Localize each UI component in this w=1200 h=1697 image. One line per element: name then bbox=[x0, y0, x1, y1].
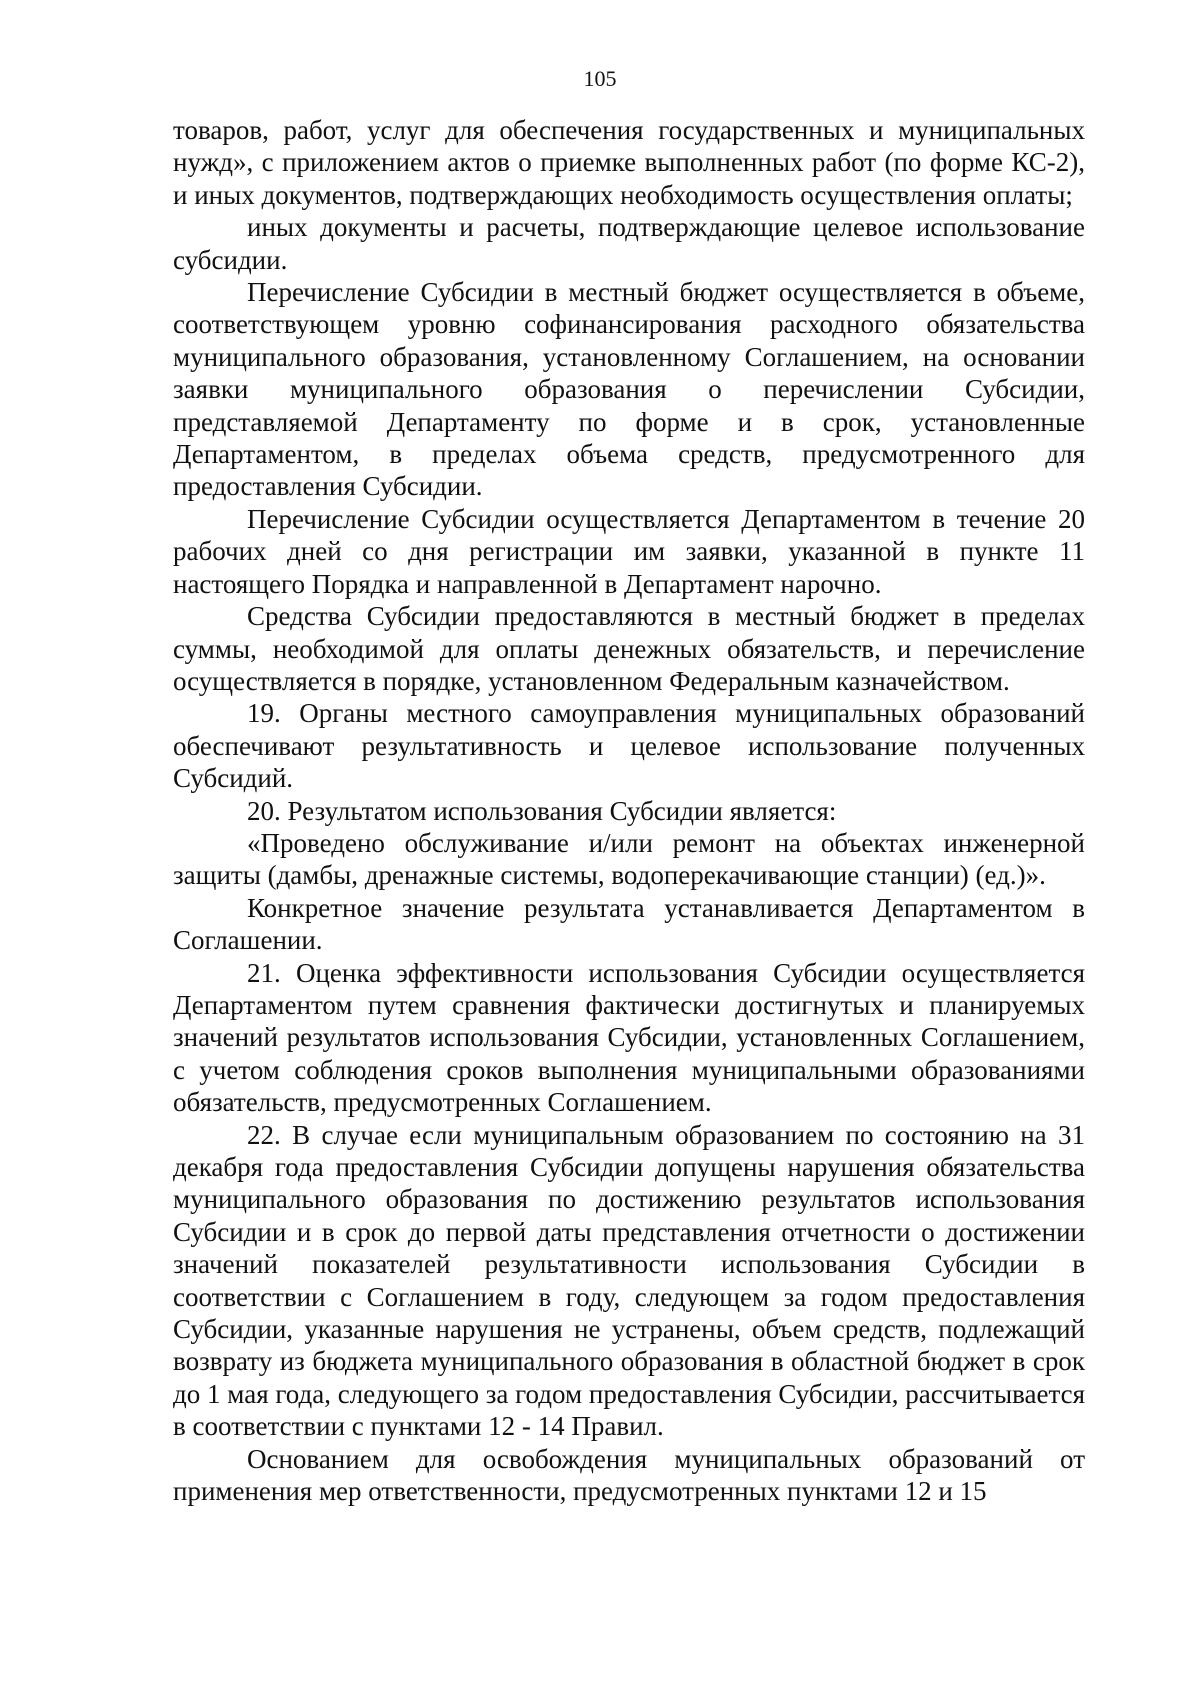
page-number: 105 bbox=[583, 66, 617, 91]
paragraph-subsidy-transfer-volume: Перечисление Субсидии в местный бюджет осуществляется в объеме, соответствующем уровню софинансирования расходного обязательства муниципального образования, установленному Соглашением, на основании заявки муниципального образования о перечислении Субсидии, представляемой Департаменту по форме и в срок, установленные Департаментом, в пределах объема средств, предусмотренного для предоставления Субсидии. bbox=[173, 277, 1085, 502]
paragraph-item-20: 20. Результатом использования Субсидии является: bbox=[247, 795, 837, 826]
paragraph-item-21: 21. Оценка эффективности использования Субсидии осуществляется Департаментом путем сравнения фактически достигнутых и планируемых значений результатов использования Субсидии, установленных Соглашением, с учетом соблюдения сроков выполнения муниципальными образованиями обязательств, предусмотренных Соглашением. bbox=[173, 957, 1085, 1118]
paragraph-result-value: Конкретное значение результата устанавливается Департаментом в Соглашении. bbox=[173, 892, 1085, 956]
paragraph-continuation: товаров, работ, услуг для обеспечения государственных и муниципальных нужд», с приложением актов о приемке выполненных работ (по форме КС-2), и иных документов, подтверждающих необходимость осуществления оплаты; bbox=[173, 115, 1085, 210]
paragraph-exemption-basis: Основанием для освобождения муниципальных образований от применения мер ответственности, предусмотренных пунктами 12 и 15 bbox=[173, 1443, 1085, 1507]
paragraph-other-documents: иных документы и расчеты, подтверждающие целевое использование субсидии. bbox=[173, 212, 1085, 275]
paragraph-subsidy-transfer-term: Перечисление Субсидии осуществляется Департаментом в течение 20 рабочих дней со дня регистрации им заявки, указанной в пункте 11 настоящего Порядка и направленной в Департамент нарочно. bbox=[173, 503, 1085, 599]
paragraph-item-22: 22. В случае если муниципальным образованием по состоянию на 31 декабря года предоставления Субсидии допущены нарушения обязательства муниципального образования по достижению результатов использования Субсидии и в срок до первой даты представления отчетности о достижении значений показателей результативности использования Субсидии в соответствии с Соглашением в году, следующем за годом предоставления Субсидии, указанные нарушения не устранены, объем средств, подлежащий возврату из бюджета муниципального образования в областной бюджет в срок до 1 мая года, следующего за годом предоставления Субсидии, рассчитывается в соответствии с пунктами 12 - 14 Правил. bbox=[173, 1119, 1085, 1442]
paragraph-subsidy-funds: Средства Субсидии предоставляются в местный бюджет в пределах суммы, необходимой для оплаты денежных обязательств, и перечисление осуществляется в порядке, установленном Федеральным казначейством. bbox=[173, 601, 1085, 696]
document-body bbox=[173, 114, 1085, 1507]
paragraph-result-quote: «Проведено обслуживание и/или ремонт на объектах инженерной защиты (дамбы, дренажные системы, водоперекачивающие станции) (ед.)». bbox=[173, 827, 1085, 891]
paragraph-item-19: 19. Органы местного самоуправления муниципальных образований обеспечивают результативность и целевое использование полученных Субсидий. bbox=[173, 698, 1085, 794]
